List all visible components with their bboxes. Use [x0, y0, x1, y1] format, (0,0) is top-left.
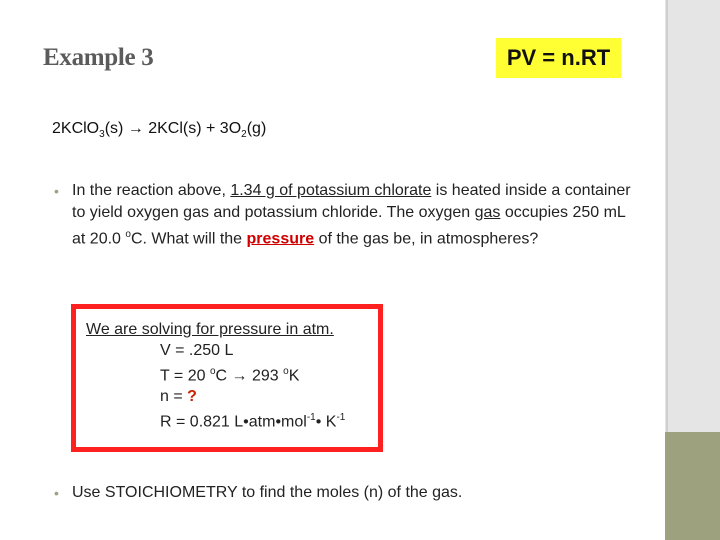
text: T = 20 — [160, 367, 210, 385]
given-values-box — [71, 304, 383, 452]
bullet-icon: • — [54, 183, 59, 199]
eq-part: 2KClO — [52, 120, 100, 137]
text: K — [288, 367, 300, 385]
reaction-equation — [52, 120, 266, 140]
pressure-emphasis: pressure — [246, 230, 315, 248]
ideal-gas-formula: PV = n.RT — [496, 38, 621, 78]
stoichiometry-hint — [54, 482, 632, 504]
degree-sup: o — [209, 366, 216, 377]
gas-constant-line — [86, 407, 378, 432]
degree-sup: o — [283, 366, 289, 377]
problem-statement — [54, 180, 642, 250]
text: occupies 250 mL at 20.0 — [72, 204, 626, 248]
text: n = — [160, 388, 188, 406]
eq-subscript: 3 — [99, 129, 105, 141]
exponent: -1 — [336, 412, 346, 424]
text: of the gas be, in atmospheres? — [314, 230, 539, 248]
box-heading: We are solving for pressure in atm. — [86, 321, 334, 338]
exponent: -1 — [306, 412, 316, 424]
eq-part: (g) — [246, 120, 267, 137]
text: is heated inside a container to yield oxygen gas and potassium chloride. The oxygen — [72, 182, 631, 221]
volume-line: V = .250 L — [160, 342, 234, 359]
temperature-line — [86, 361, 378, 386]
degree-sup: o — [125, 229, 131, 240]
underlined-text: gas — [474, 204, 501, 221]
text: R = 0.821 L•atm•mol — [160, 413, 307, 431]
slide-title: Example 3 — [43, 44, 154, 71]
text: • K — [315, 413, 337, 431]
moles-line — [86, 386, 378, 407]
sidebar-accent-block — [665, 432, 720, 540]
bullet-icon: • — [54, 485, 59, 501]
text: Use STOICHIOMETRY to find the moles (n) of the gas. — [72, 484, 463, 501]
text: C. What will the — [130, 230, 247, 248]
eq-part: (s) → 2KCl(s) + 3O — [104, 120, 242, 137]
text: In the reaction above, — [72, 182, 231, 199]
text: C → 293 — [215, 367, 284, 385]
eq-subscript: 2 — [241, 129, 247, 141]
underlined-text: 1.34 g of potassium chlorate — [230, 182, 432, 199]
unknown-marker: ? — [187, 388, 197, 406]
